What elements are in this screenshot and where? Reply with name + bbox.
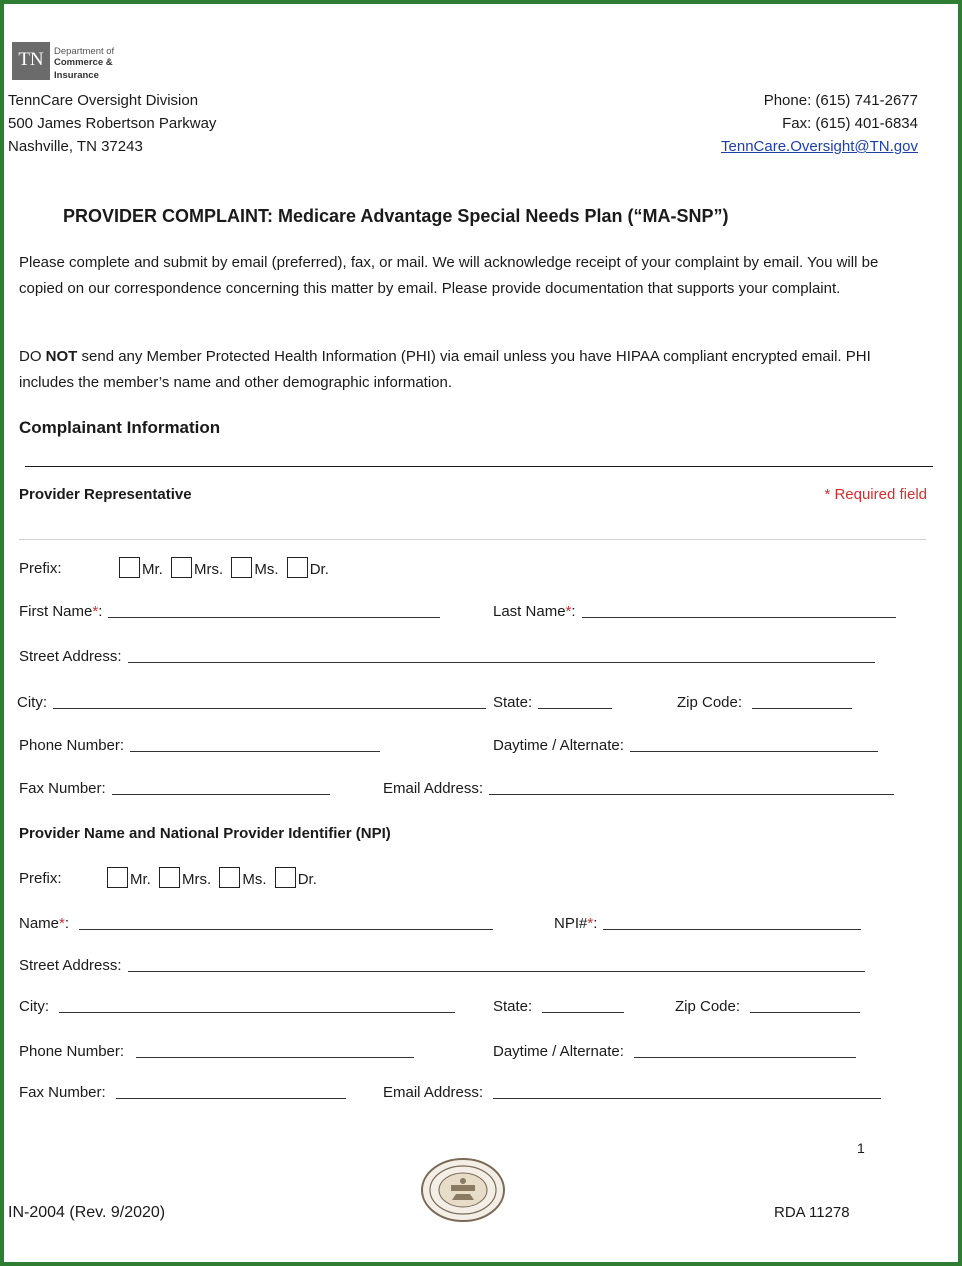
npi-mr-label: Mr.: [130, 871, 151, 888]
npi-fax-input[interactable]: [116, 1085, 346, 1099]
rep-zip-field: [677, 694, 852, 712]
division-name: TennCare Oversight Division: [8, 92, 199, 109]
rep-dr-label: Dr.: [309, 561, 329, 578]
rep-divider: [19, 539, 926, 540]
rep-state-input[interactable]: [538, 695, 612, 709]
npi-email-input[interactable]: [493, 1085, 881, 1099]
rep-state-field: [493, 694, 612, 712]
intro-paragraph: Please complete and submit by email (preferred), fax, or mail. We will acknowledge receipt of your complaint by email. You will be copied on our correspondence concerning this matter by email. Please provide documentation that supports your complaint.: [19, 254, 879, 297]
npi-phone-label: Phone Number:: [19, 1043, 125, 1060]
rep-fax-input[interactable]: [112, 781, 330, 795]
rep-email-label: Email Address:: [383, 780, 484, 797]
rep-first-name-input[interactable]: [108, 604, 440, 618]
npi-number-input[interactable]: [603, 916, 861, 930]
rep-email-input[interactable]: [489, 781, 894, 795]
phone-contact: Phone: (615) 741-2677: [763, 92, 918, 109]
rep-zip-input[interactable]: [752, 695, 852, 709]
email-link[interactable]: TennCare.Oversight@TN.gov: [721, 138, 918, 155]
rep-street-field: [19, 648, 875, 666]
npi-state-field: [493, 998, 624, 1016]
rep-phone-field: [19, 737, 380, 755]
npi-dr-label: Dr.: [297, 871, 317, 888]
rep-heading: Provider Representative: [19, 486, 192, 503]
tn-logo: TN: [12, 42, 50, 80]
npi-city-input[interactable]: [59, 999, 455, 1013]
rep-last-name-label: Last Name: [493, 603, 566, 620]
required-asterisk: *: [92, 603, 99, 620]
npi-state-label: State:: [493, 998, 533, 1015]
rep-last-name-input[interactable]: [582, 604, 896, 618]
required-note: * Required field: [824, 486, 927, 503]
rep-phone-input[interactable]: [130, 738, 380, 752]
npi-phone-input[interactable]: [136, 1044, 414, 1058]
section-divider: [25, 466, 933, 467]
colon: :: [593, 915, 598, 932]
npi-number-label: NPI#: [554, 915, 588, 932]
npi-daytime-input[interactable]: [634, 1044, 856, 1058]
rep-daytime-label: Daytime / Alternate:: [493, 737, 624, 754]
page-number: 1: [857, 1140, 865, 1156]
npi-zip-field: [675, 998, 860, 1016]
npi-fax-field: [19, 1084, 346, 1102]
npi-number-field: [554, 915, 861, 933]
rep-street-label: Street Address:: [19, 648, 122, 665]
rep-mrs-label: Mrs.: [194, 561, 224, 578]
npi-zip-label: Zip Code:: [675, 998, 741, 1015]
npi-name-label: Name: [19, 915, 60, 932]
rep-last-name-field: [493, 603, 896, 621]
npi-ms-label: Ms.: [242, 871, 267, 888]
npi-daytime-field: [493, 1043, 856, 1061]
npi-mrs-label: Mrs.: [182, 871, 212, 888]
npi-email-field: [383, 1084, 881, 1102]
colon: :: [64, 915, 70, 932]
rep-ms-checkbox[interactable]: [231, 557, 252, 578]
rep-prefix-group: [119, 557, 333, 579]
npi-email-label: Email Address:: [383, 1084, 484, 1101]
npi-mr-checkbox[interactable]: [107, 867, 128, 888]
rep-street-input[interactable]: [128, 649, 875, 663]
rda-number: RDA 11278: [774, 1204, 850, 1221]
rep-ms-label: Ms.: [254, 561, 279, 578]
rep-mr-checkbox[interactable]: [119, 557, 140, 578]
rep-first-name-label: First Name: [19, 603, 93, 620]
fax-contact: Fax: (615) 401-6834: [782, 115, 918, 132]
npi-dr-checkbox[interactable]: [275, 867, 296, 888]
npi-fax-label: Fax Number:: [19, 1084, 106, 1101]
rep-dr-checkbox[interactable]: [287, 557, 308, 578]
required-asterisk: *: [59, 915, 65, 932]
phi-not: NOT: [45, 348, 78, 365]
npi-phone-field: [19, 1043, 414, 1061]
rep-city-label: City:: [17, 694, 47, 711]
logo-line-2: Commerce &: [54, 57, 113, 68]
street-line: 500 James Robertson Parkway: [8, 115, 217, 132]
npi-heading: Provider Name and National Provider Identifier (NPI): [19, 825, 391, 842]
required-asterisk: *: [587, 915, 594, 932]
colon: :: [98, 603, 103, 620]
rep-mr-label: Mr.: [142, 561, 163, 578]
rep-daytime-input[interactable]: [630, 738, 878, 752]
city-line: Nashville, TN 37243: [8, 138, 143, 155]
rep-email-field: [383, 780, 894, 798]
rep-mrs-checkbox[interactable]: [171, 557, 192, 578]
npi-street-input[interactable]: [128, 958, 865, 972]
phi-post: send any Member Protected Health Information (PHI) via email unless you have HIPAA compliant encrypted email. PHI includes the member’s name and other demographic information.: [19, 348, 871, 391]
complainant-heading: Complainant Information: [19, 418, 221, 437]
rep-phone-label: Phone Number:: [19, 737, 125, 754]
rep-zip-label: Zip Code:: [677, 694, 743, 711]
form-id: IN-2004 (Rev. 9/2020): [8, 1204, 166, 1221]
logo-line-3: Insurance: [54, 70, 99, 81]
rep-prefix-label: Prefix:: [19, 560, 62, 577]
npi-street-field: [19, 957, 865, 975]
npi-street-label: Street Address:: [19, 957, 122, 974]
npi-zip-input[interactable]: [750, 999, 860, 1013]
npi-state-input[interactable]: [542, 999, 624, 1013]
rep-state-label: State:: [493, 694, 533, 711]
npi-prefix-group: [107, 867, 321, 889]
form-title: PROVIDER COMPLAINT: Medicare Advantage Special Needs Plan (“MA-SNP”): [63, 206, 729, 226]
logo-line-1: Department of: [54, 46, 115, 57]
npi-name-field: [19, 915, 493, 933]
npi-mrs-checkbox[interactable]: [159, 867, 180, 888]
state-seal-icon: [420, 1158, 506, 1222]
colon: :: [571, 603, 576, 620]
rep-city-input[interactable]: [53, 695, 486, 709]
required-asterisk: *: [565, 603, 572, 620]
phi-warning: [19, 344, 924, 396]
rep-daytime-field: [493, 737, 878, 755]
rep-city-field: [17, 694, 486, 712]
npi-ms-checkbox[interactable]: [219, 867, 240, 888]
npi-daytime-label: Daytime / Alternate:: [493, 1043, 624, 1060]
npi-name-input[interactable]: [79, 916, 493, 930]
rep-fax-label: Fax Number:: [19, 780, 106, 797]
npi-city-field: [19, 998, 455, 1016]
npi-prefix-label: Prefix:: [19, 870, 62, 887]
rep-fax-field: [19, 780, 330, 798]
npi-city-label: City:: [19, 998, 49, 1015]
phi-pre: DO: [19, 348, 46, 365]
rep-first-name-field: [19, 603, 440, 621]
